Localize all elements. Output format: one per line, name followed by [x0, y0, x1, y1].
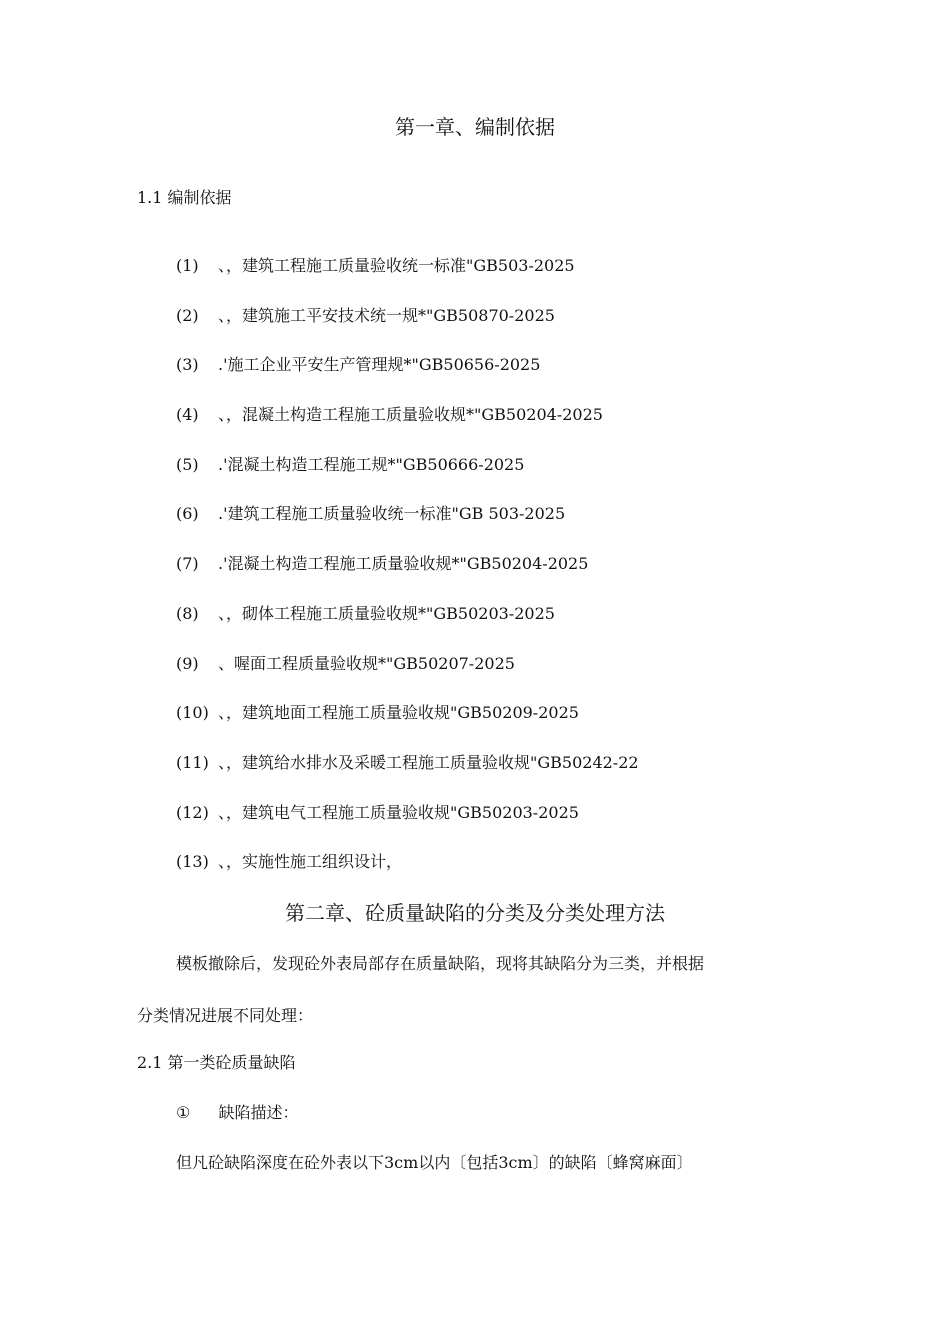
reference-text: 、，实施性施工组织设计， [218, 852, 403, 872]
reference-text: 、，砌体工程施工质量验收规*"GB50203-2025 [218, 603, 555, 623]
section-1-1-heading: 1.1 编制依据 [137, 188, 232, 207]
reference-item [176, 453, 639, 503]
reference-number: (6) [176, 504, 199, 524]
reference-number: (4) [176, 405, 199, 425]
reference-item [176, 652, 639, 702]
reference-item [176, 353, 639, 403]
chapter-1-title: 第一章、编制依据 [395, 115, 555, 139]
reference-item [176, 502, 639, 552]
chapter-2-intro-line-1: 模板撤除后，发现砼外表局部存在质量缺陷，现将其缺陷分为三类，并根据 [176, 954, 705, 973]
reference-item [176, 751, 639, 801]
reference-number: (10) [176, 703, 209, 723]
reference-number: (13) [176, 852, 209, 872]
reference-text: 、，建筑地面工程施工质量验收规"GB50209-2025 [218, 703, 579, 723]
reference-item [176, 403, 639, 453]
reference-item [176, 552, 639, 602]
reference-text: 、，建筑工程施工质量验收统一标准"GB503-2025 [218, 256, 575, 275]
reference-text: 、，混凝土构造工程施工质量验收规*"GB50204-2025 [218, 405, 603, 425]
reference-item [176, 304, 639, 354]
item-marker: ① [176, 1103, 191, 1122]
reference-number: (11) [176, 752, 209, 772]
reference-text: 、，建筑电气工程施工质量验收规"GB50203-2025 [218, 802, 579, 822]
reference-text: 、喔面工程质量验收规*"GB50207-2025 [218, 653, 515, 673]
defect-description-item [176, 1100, 299, 1123]
reference-number: (2) [176, 305, 199, 325]
item-label: 缺陷描述： [218, 1103, 299, 1122]
reference-item [176, 602, 639, 652]
reference-number: (3) [176, 355, 199, 375]
reference-item [176, 254, 639, 304]
chapter-2-intro-line-2: 分类情况进展不同处理： [137, 1006, 314, 1025]
reference-number: (1) [176, 256, 199, 275]
reference-item [176, 701, 639, 751]
chapter-2-title: 第二章、砼质量缺陷的分类及分类处理方法 [285, 901, 665, 925]
reference-number: (5) [176, 454, 199, 474]
reference-number: (12) [176, 802, 209, 822]
section-2-1-heading: 2.1 第一类砼质量缺陷 [137, 1053, 296, 1072]
defect-description-text: 但凡砼缺陷深度在砼外表以下3cm以内〔包括3cm〕的缺陷〔蜂窝麻面〕 [176, 1153, 693, 1172]
reference-text: .'混凝土构造工程施工规*"GB50666-2025 [218, 454, 525, 474]
reference-item [176, 801, 639, 851]
reference-number: (9) [176, 653, 199, 673]
reference-item [176, 850, 639, 900]
reference-text: .'建筑工程施工质量验收统一标准"GB 503-2025 [218, 504, 566, 524]
reference-text: 、，建筑给水排水及采暖工程施工质量验收规"GB50242-22 [218, 752, 639, 772]
reference-list [176, 254, 639, 900]
reference-text: 、，建筑施工平安技术统一规*"GB50870-2025 [218, 305, 555, 325]
reference-number: (7) [176, 554, 199, 574]
reference-text: .'施工企业平安生产管理规*"GB50656-2025 [218, 355, 541, 375]
reference-number: (8) [176, 603, 199, 623]
reference-text: .'混凝土构造工程施工质量验收规*"GB50204-2025 [218, 554, 589, 574]
